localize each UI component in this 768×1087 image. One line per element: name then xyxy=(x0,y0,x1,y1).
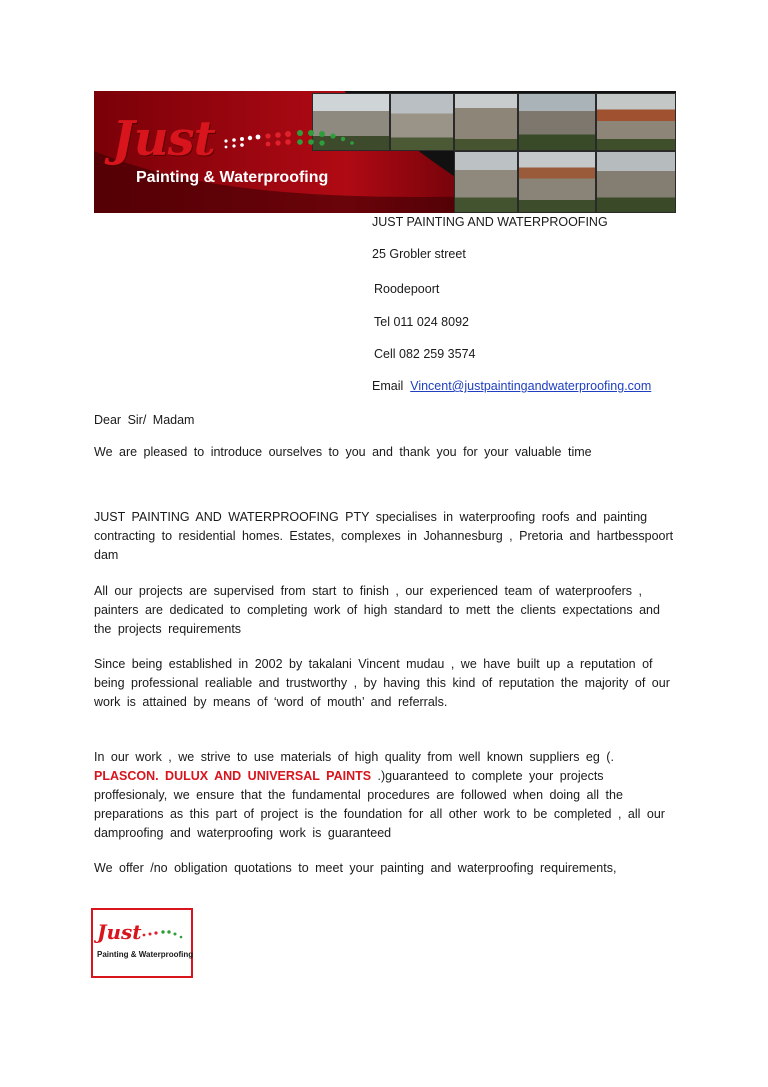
paint-brands: PLASCON. DULUX AND UNIVERSAL PAINTS xyxy=(94,769,378,783)
intro-paragraph: We are pleased to introduce ourselves to you and thank you for your valuable time xyxy=(94,445,592,459)
city: Roodepoort xyxy=(374,282,440,296)
paragraph-projects: All our projects are supervised from start to finish , our experienced team of waterproofers , painters are dedicated to completing work of high standard to mett the clients expectations and the projects requirements xyxy=(94,584,660,636)
paragraph-history: Since being established in 2002 by takalani Vincent mudau , we have built up a reputation of being professional realiable and trustworthy , by having this kind of reputation the majority of our work is attained by means of ‘word of mouth’ and referrals. xyxy=(94,657,670,709)
footer-logo-tagline: Painting & Waterproofing xyxy=(97,950,194,959)
email-label: Email xyxy=(372,379,404,393)
company-logo xyxy=(100,97,430,209)
footer-logo-dots-graphic xyxy=(141,926,185,942)
street-address: 25 Grobler street xyxy=(372,247,466,261)
logo-dots-graphic xyxy=(222,123,372,153)
materials-text-b: .)guaranteed to complete your projects proffesionaly, we ensure that the fundamental procedures are followed when doing all the preparations as this part of project is the foundation for all other work to be completed , all our damproofing and waterproofing work is guaranteed xyxy=(94,769,665,840)
logo-wordmark: Just xyxy=(112,111,215,167)
house-photo xyxy=(596,151,676,213)
header-banner xyxy=(94,91,676,213)
house-photo xyxy=(518,151,596,213)
email-link[interactable]: Vincent@justpaintingandwaterproofing.com xyxy=(410,379,652,393)
paragraph-quotations: We offer /no obligation quotations to meet your painting and waterproofing requirements, xyxy=(94,861,617,875)
paragraph-services: JUST PAINTING AND WATERPROOFING PTY specialises in waterproofing roofs and painting contracting to residential homes. Estates, complexes in Johannesburg , Pretoria and hartbesspoort dam xyxy=(94,510,674,562)
logo-tagline: Painting & Waterproofing xyxy=(136,169,329,186)
telephone: Tel 011 024 8092 xyxy=(374,315,469,329)
footer-logo-wordmark: Just xyxy=(97,920,142,944)
cellphone: Cell 082 259 3574 xyxy=(374,347,476,361)
house-photo xyxy=(454,93,518,151)
paragraph-materials xyxy=(94,748,682,843)
email-line xyxy=(372,378,651,394)
company-name: JUST PAINTING AND WATERPROOFING xyxy=(372,215,608,229)
materials-text-a: In our work , we strive to use materials of high quality from well known suppliers eg (. xyxy=(94,750,614,764)
house-photo xyxy=(596,93,676,151)
house-photo xyxy=(518,93,596,151)
footer-logo xyxy=(91,908,193,978)
house-photo xyxy=(454,151,518,213)
greeting: Dear Sir/ Madam xyxy=(94,413,195,427)
